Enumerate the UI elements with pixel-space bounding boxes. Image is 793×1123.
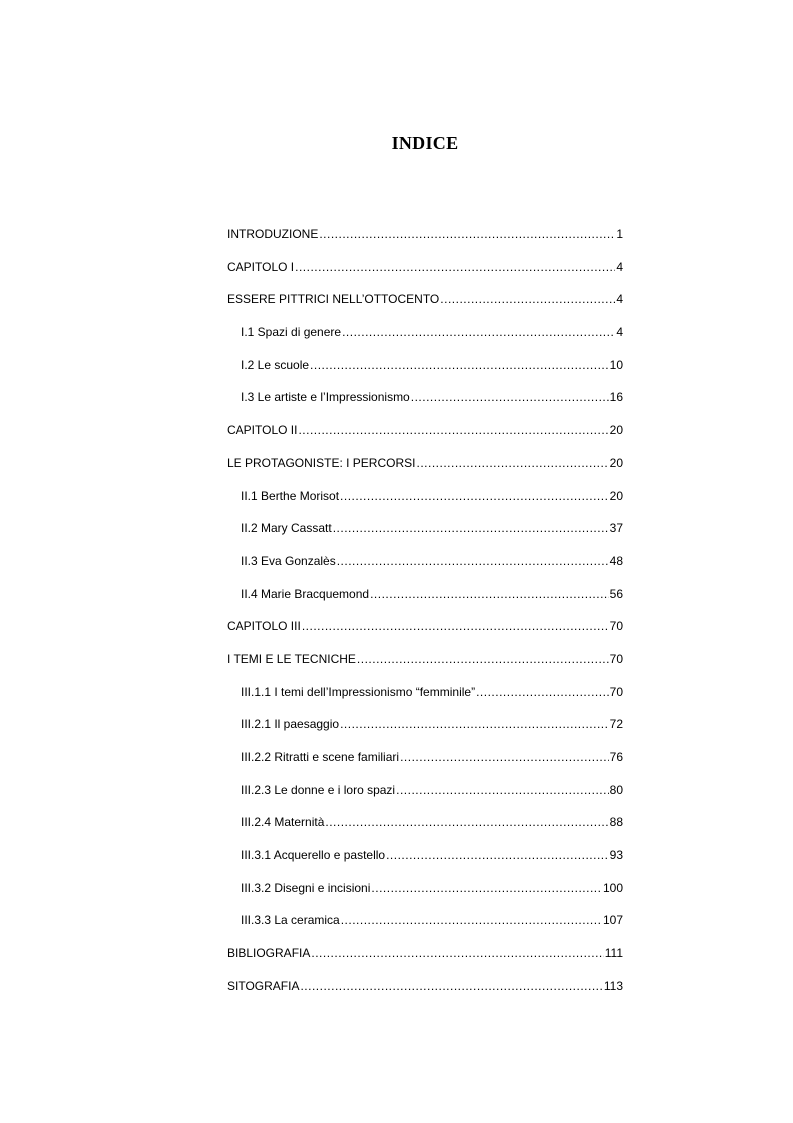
dot-leader [416, 453, 608, 473]
toc-entry-page: 4 [616, 259, 623, 274]
dot-leader [295, 257, 615, 277]
toc-entry-page: 93 [609, 848, 623, 863]
toc-entry[interactable] [227, 845, 623, 878]
toc-entry-label: SITOGRAFIA [227, 978, 300, 993]
dot-leader [396, 780, 609, 800]
dot-leader [300, 976, 602, 996]
toc-entry-label: ESSERE PITTRICI NELL’OTTOCENTO [227, 292, 440, 307]
dot-leader [340, 486, 609, 506]
toc-entry-page: 1 [616, 227, 623, 241]
toc-entry-page: 100 [602, 880, 623, 895]
toc-entry-page: 113 [603, 978, 623, 993]
dot-leader [342, 322, 615, 342]
toc-entry-label: III.2.1 Il paesaggio [241, 717, 340, 732]
dot-leader [440, 289, 615, 309]
toc-entry-page: 16 [609, 390, 623, 405]
dot-leader [298, 420, 608, 440]
toc-entry-page: 4 [616, 325, 623, 340]
toc-entry[interactable] [227, 355, 623, 388]
toc-entry[interactable] [227, 551, 623, 584]
toc-entry[interactable] [227, 780, 623, 813]
dot-leader [319, 224, 615, 244]
toc-entry-page: 72 [609, 717, 623, 732]
dot-leader [370, 584, 609, 604]
toc-entry-page: 20 [609, 488, 623, 503]
dot-leader [371, 878, 602, 898]
toc-entry-label: CAPITOLO II [227, 423, 298, 438]
toc-entry[interactable] [227, 943, 623, 976]
dot-leader [476, 682, 609, 702]
toc-entry[interactable] [227, 616, 623, 649]
toc-entry-label: III.2.2 Ritratti e scene familiari [241, 750, 400, 764]
dot-leader [325, 812, 608, 832]
toc-entry-label: BIBLIOGRAFIA [227, 946, 311, 961]
toc-entry[interactable] [227, 322, 623, 355]
toc-entry[interactable] [227, 257, 623, 290]
toc-entry[interactable] [227, 584, 623, 617]
toc-entry-label: I.3 Le artiste e l’Impressionismo [241, 390, 410, 405]
toc-entry-label: I.2 Le scuole [241, 357, 310, 372]
toc-entry[interactable] [227, 224, 623, 257]
toc-entry-page: 20 [609, 455, 623, 470]
toc-entry-page: 76 [609, 750, 623, 764]
toc-entry-label: III.1.1 I temi dell’Impressionismo “femminile” [241, 684, 476, 699]
toc-entry[interactable] [227, 649, 623, 682]
toc-entry[interactable] [227, 420, 623, 453]
dot-leader [411, 387, 609, 407]
dot-leader [340, 714, 609, 734]
toc-entry-label: II.2 Mary Cassatt [241, 521, 332, 536]
toc-entry-label: CAPITOLO I [227, 259, 295, 274]
toc-entry-page: 37 [609, 521, 623, 536]
dot-leader [337, 551, 609, 571]
toc-entry-page: 111 [604, 946, 623, 961]
toc-entry-page: 4 [616, 292, 623, 307]
toc-entry[interactable] [227, 682, 623, 715]
toc-entry[interactable] [227, 453, 623, 486]
toc-entry-label: III.3.1 Acquerello e pastello [241, 848, 386, 863]
toc-entry[interactable] [227, 878, 623, 911]
toc-entry-label: III.2.4 Maternità [241, 815, 325, 830]
toc-entry[interactable] [227, 910, 623, 943]
toc-entry-label: II.1 Berthe Morisot [241, 488, 340, 503]
toc-entry-label: I TEMI E LE TECNICHE [227, 651, 356, 666]
table-of-contents [227, 224, 623, 1009]
toc-entry-page: 10 [609, 357, 623, 372]
toc-entry-page: 88 [609, 815, 623, 830]
toc-entry-label: II.4 Marie Bracquemond [241, 586, 370, 601]
toc-entry-page: 20 [609, 423, 623, 438]
toc-entry-page: 70 [609, 619, 623, 634]
toc-entry-label: CAPITOLO III [227, 619, 301, 634]
toc-entry[interactable] [227, 518, 623, 551]
dot-leader [400, 747, 609, 767]
toc-entry-page: 56 [609, 586, 623, 601]
toc-entry-label: III.3.2 Disegni e incisioni [241, 880, 371, 895]
toc-entry-label: II.3 Eva Gonzalès [241, 553, 336, 568]
dot-leader [311, 943, 603, 963]
toc-entry[interactable] [227, 714, 623, 747]
dot-leader [310, 355, 609, 375]
toc-entry[interactable] [227, 812, 623, 845]
toc-entry[interactable] [227, 747, 623, 780]
dot-leader [341, 910, 602, 930]
dot-leader [302, 616, 609, 636]
toc-entry-page: 107 [602, 913, 623, 928]
toc-entry-label: I.1 Spazi di genere [241, 325, 342, 340]
toc-entry-label: III.2.3 Le donne e i loro spazi [241, 782, 396, 797]
toc-entry-page: 80 [609, 782, 623, 797]
toc-entry-page: 48 [609, 553, 623, 568]
dot-leader [357, 649, 609, 669]
toc-entry-label: III.3.3 La ceramica [241, 913, 340, 928]
toc-entry[interactable] [227, 486, 623, 519]
toc-entry[interactable] [227, 289, 623, 322]
toc-entry[interactable] [227, 387, 623, 420]
toc-entry-page: 70 [609, 684, 623, 699]
toc-entry[interactable] [227, 976, 623, 1009]
toc-entry-label: LE PROTAGONISTE: I PERCORSI [227, 455, 416, 470]
dot-leader [386, 845, 609, 865]
toc-entry-page: 70 [609, 651, 623, 666]
dot-leader [333, 518, 609, 538]
page-title: INDICE [391, 133, 459, 153]
toc-entry-label: INTRODUZIONE [227, 227, 319, 241]
